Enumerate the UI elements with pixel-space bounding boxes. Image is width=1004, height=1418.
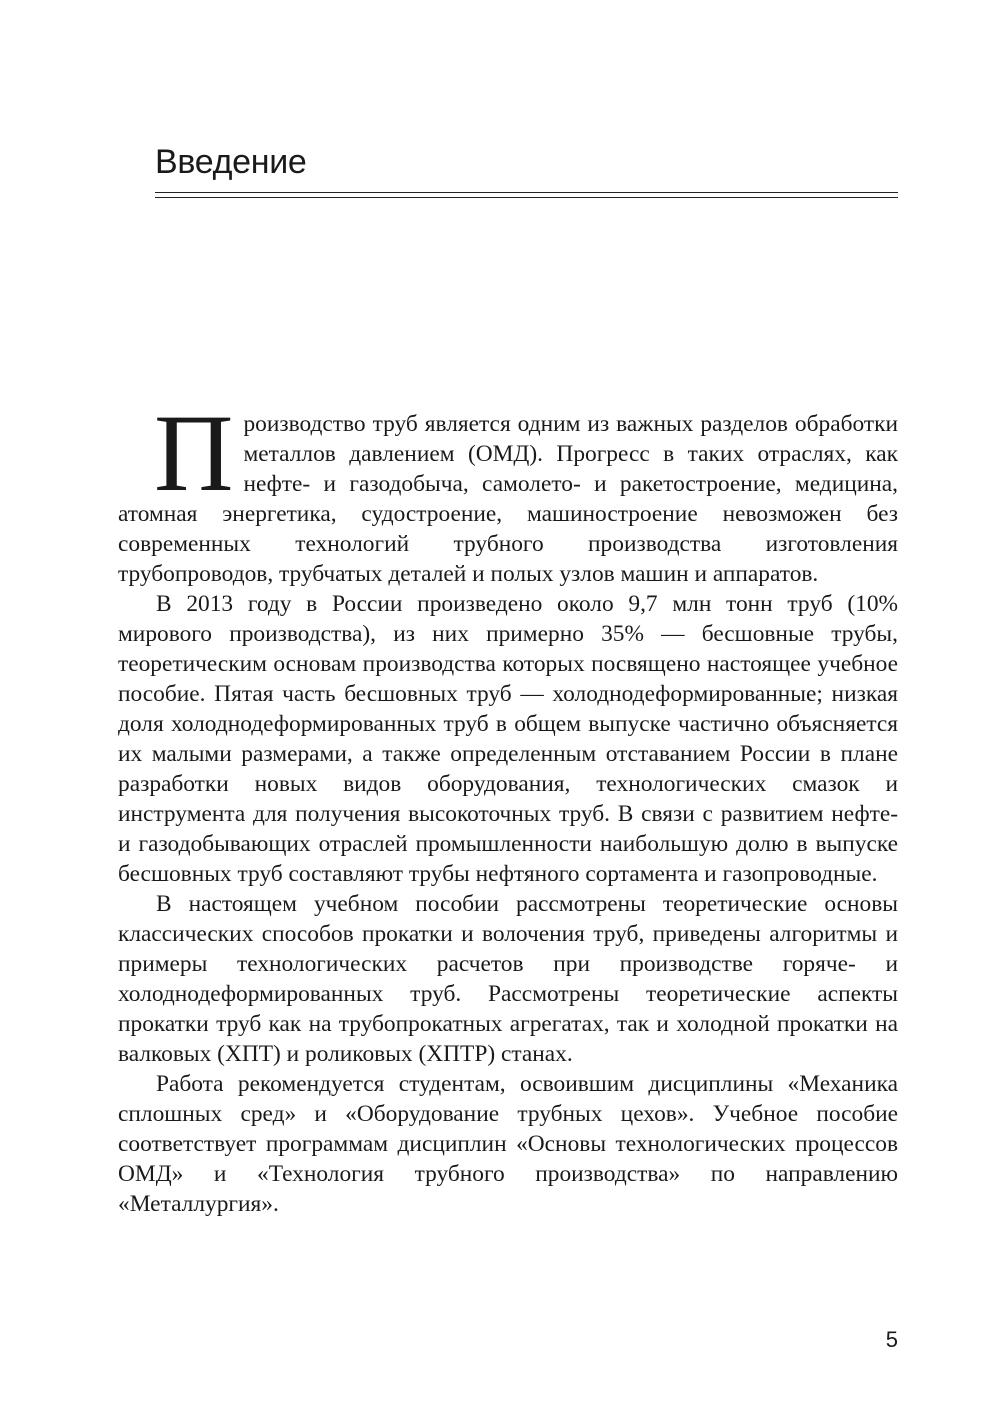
paragraph-4: Работа рекомендуется студентам, освоившим дисциплины «Механика сплошных сред» и «Оборудование трубных цехов». Учебное пособие соответствует программам дисциплин «Основы технологических процессов ОМД» и «Технология трубного производства» по направлению «Металлургия». [118,1071,898,1217]
paragraph-1 [118,392,898,589]
drop-cap: П [154,392,234,514]
paragraph-1-text: роизводство труб является одним из важных разделов обработки металлов давлением (ОМД). Прогресс в таких отраслях, как нефте- и газодобыча, самолето- и ракетостроение, медицина, атомная энергетика, судостроение, машиностроение невозможен без современных технологий трубного производства изготовления трубопроводов, трубчатых деталей и полых узлов машин и аппаратов. [118,411,898,587]
paragraph-3: В настоящем учебном пособии рассмотрены теоретические основы классических способов прокатки и волочения труб, приведены алгоритмы и примеры технологических расчетов при производстве горяче- и холоднодеформированных труб. Рассмотрены теоретические аспекты прокатки труб как на трубопрокатных агрегатах, так и холодной прокатки на валковых (ХПТ) и роликовых (ХПТР) станах. [118,891,898,1067]
title-double-rule [155,192,898,198]
page-number: 5 [885,1327,898,1352]
body-text [118,392,898,1219]
chapter-title: Введение [155,143,307,181]
paragraph-2: В 2013 году в России произведено около 9,7 млн тонн труб (10% мирового производства), из них примерно 35% — бесшовные трубы, теоретическим основам производства которых посвящено настоящее учебное пособие. Пятая часть бесшовных труб — холоднодеформированные; низкая доля холоднодеформированных труб в общем выпуске частично объясняется их малыми размерами, а также определенным отставанием России в плане разработки новых видов оборудования, технологических смазок и инструмента для получения высокоточных труб. В связи с развитием нефте- и газодобывающих отраслей промышленности наибольшую долю в выпуске бесшовных труб составляют трубы нефтяного сортамента и газопроводные. [118,591,898,887]
